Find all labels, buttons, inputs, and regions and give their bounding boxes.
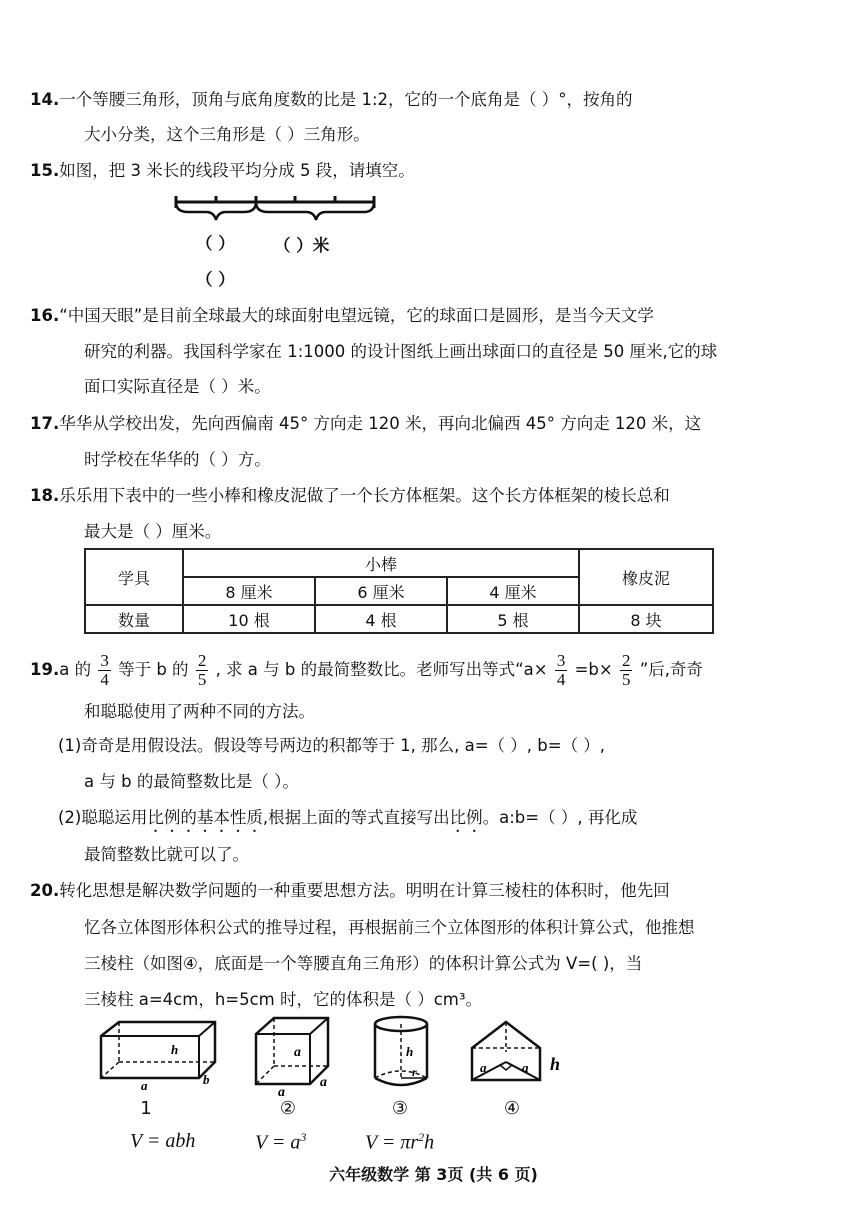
- cuboid-a-label: a: [141, 1078, 148, 1093]
- q14-line1: [30, 90, 633, 110]
- q20-line2: 忆各立体图形体积公式的推导过程，再根据前三个立体图形的体积计算公式，他推想: [84, 918, 695, 937]
- table-header-tool: 学具: [85, 549, 183, 605]
- prism-h-label: h: [550, 1054, 561, 1074]
- cylinder-r-label: r: [412, 1065, 417, 1079]
- q19-part1-line2: a 与 b 的最简整数比是（ ）。: [84, 772, 299, 791]
- q19-text-1: a 的: [59, 660, 92, 679]
- formula-cyl-base: V = πr: [365, 1131, 419, 1154]
- formula-cuboid: V = abh: [130, 1130, 196, 1152]
- q16-line2: 研究的利器。我国科学家在 1:1000 的设计图纸上画出球面口的直径是 50 厘米,它的球: [84, 342, 718, 361]
- q17-text-1: 华华从学校出发，先向西偏南 45° 方向走 120 米，再向北偏西 45° 方向走 120 米，这: [59, 414, 702, 433]
- q19-line1: [30, 652, 703, 689]
- frac-denominator: 4: [556, 670, 566, 689]
- q19-text-5: ”后,奇奇: [639, 660, 704, 679]
- q16-line1: [30, 306, 654, 326]
- q17-line1: [30, 414, 701, 434]
- q15-blank-b: （ ）米: [274, 236, 330, 255]
- table-count-6cm: 4 根: [315, 605, 447, 633]
- q19-p2-mid: ,根据上面的等式直接写出: [262, 808, 450, 827]
- q17-line2: 时学校在华华的（ ）方。: [84, 450, 271, 469]
- table-size-4cm: 4 厘米: [447, 577, 579, 605]
- right-angle-mark: [500, 1065, 512, 1070]
- formula-cyl-exp: 2: [418, 1130, 425, 1144]
- q17-number: 17.: [30, 414, 60, 433]
- frac-denominator: 4: [100, 670, 109, 689]
- cuboid-hidden-edge: [101, 1062, 119, 1078]
- fraction-three-quarters-eq: [555, 652, 568, 689]
- q14-number: 14.: [30, 90, 60, 109]
- q18-text-1: 乐乐用下表中的一些小棒和橡皮泥做了一个长方体框架。这个长方体框架的棱长总和: [59, 486, 670, 505]
- frac-denominator: 5: [197, 670, 207, 689]
- prism-a-label-left: a: [480, 1060, 487, 1075]
- frac-numerator: 2: [621, 651, 631, 670]
- brace-left: [176, 202, 256, 220]
- formula-cube-exp: 3: [300, 1130, 307, 1144]
- q19-text-3: , 求 a 与 b 的最简整数比。老师写出等式“a×: [215, 660, 548, 679]
- page-footer: 六年级数学 第 3页 (共 6 页): [329, 1165, 538, 1184]
- cuboid-figure: [95, 1018, 225, 1093]
- formula-cyl-tail: h: [424, 1131, 435, 1154]
- cuboid-edge: [199, 1022, 215, 1036]
- cylinder-figure: [370, 1014, 432, 1094]
- q20-line1: [30, 881, 670, 901]
- cuboid-outline: [101, 1022, 215, 1078]
- triangular-prism-figure: [466, 1018, 571, 1088]
- fraction-two-fifths: [196, 652, 209, 689]
- cylinder-h-label: h: [406, 1044, 414, 1059]
- q20-text-1: 转化思想是解决数学问题的一种重要思想方法。明明在计算三棱柱的体积时，他先回: [59, 881, 670, 900]
- table-size-6cm: 6 厘米: [315, 577, 447, 605]
- q19-number: 19.: [30, 660, 60, 679]
- q15-segment-diagram: [168, 192, 383, 222]
- q19-p2-emphasis-2: 比例: [449, 808, 483, 827]
- q15-number: 15.: [30, 161, 60, 180]
- figure-label-4: ④: [503, 1098, 521, 1119]
- cuboid-h-label: h: [171, 1042, 179, 1057]
- cube-edge: [310, 1018, 328, 1034]
- frac-numerator: 3: [556, 651, 566, 670]
- prism-a-label-right: a: [522, 1060, 529, 1075]
- cube-a-label-side: a: [320, 1075, 327, 1090]
- table-count-clay: 8 块: [579, 605, 713, 633]
- figure-label-2: ②: [279, 1098, 297, 1119]
- frac-numerator: 3: [100, 651, 109, 670]
- q14-line2: 大小分类，这个三角形是（ ）三角形。: [84, 125, 370, 144]
- formula-cylinder: [365, 1130, 434, 1155]
- q20-line3: 三棱柱（如图④，底面是一个等腰直角三角形）的体积计算公式为 V=( )，当: [84, 954, 643, 973]
- cuboid-b-label: b: [203, 1072, 210, 1087]
- q19-line2: 和聪聪使用了两种不同的方法。: [84, 702, 315, 721]
- cube-figure: [250, 1012, 340, 1097]
- q19-p2-pre: (2)聪聪运用: [58, 808, 148, 827]
- fraction-two-fifths-eq: [620, 652, 633, 689]
- brace-right: [256, 202, 374, 220]
- formula-cube-base: V = a: [255, 1131, 301, 1154]
- table-row-label: 数量: [85, 605, 183, 633]
- q20-line4: 三棱柱 a=4cm，h=5cm 时，它的体积是（ ）cm³。: [84, 990, 482, 1009]
- q19-text-4: =b×: [574, 660, 613, 679]
- table-header-sticks: 小棒: [183, 549, 579, 577]
- q18-number: 18.: [30, 486, 60, 505]
- q19-p2-post: 。a:b=（ ）, 再化成: [482, 808, 638, 827]
- frac-denominator: 5: [621, 670, 631, 689]
- q19-part2-line1: [58, 808, 637, 836]
- table-header-clay: 橡皮泥: [579, 549, 713, 605]
- q18-line2: 最大是（ ）厘米。: [84, 522, 222, 541]
- q15-line1: [30, 161, 415, 181]
- figure-label-3: ③: [391, 1098, 409, 1119]
- q16-number: 16.: [30, 306, 60, 325]
- table-count-8cm: 10 根: [183, 605, 315, 633]
- q20-number: 20.: [30, 881, 60, 900]
- formula-cube: [255, 1130, 306, 1155]
- table-size-8cm: 8 厘米: [183, 577, 315, 605]
- q16-text-1: “中国天眼”是目前全球最大的球面射电望远镜，它的球面口是圆形，是当今天文学: [59, 306, 654, 325]
- table-count-4cm: 5 根: [447, 605, 579, 633]
- q19-part2-line2: 最简整数比就可以了。: [84, 845, 249, 864]
- q18-line1: [30, 486, 670, 506]
- q16-line3: 面口实际直径是（ ）米。: [84, 377, 271, 396]
- prism-base-edge: [472, 1062, 506, 1080]
- cube-hidden-edge: [256, 1066, 274, 1084]
- q15-blank-c: （ ）: [196, 270, 235, 289]
- q14-text-1: 一个等腰三角形，顶角与底角度数的比是 1:2，它的一个底角是（ ）°，按角的: [59, 90, 633, 109]
- q19-p2-emphasis-1: 比例的基本性质: [147, 808, 263, 827]
- q15-text-1: 如图，把 3 米长的线段平均分成 5 段，请填空。: [59, 161, 415, 180]
- cube-a-label-bottom: a: [278, 1085, 285, 1097]
- figure-label-1: 1: [140, 1098, 152, 1119]
- cylinder-bottom-front: [375, 1078, 427, 1085]
- cube-a-label-front: a: [294, 1045, 301, 1060]
- q15-blank-a: （ ）: [196, 234, 235, 253]
- fraction-three-quarters: [98, 652, 111, 689]
- frac-numerator: 2: [197, 651, 207, 670]
- q19-part1-line1: (1)奇奇是用假设法。假设等号两边的积都等于 1, 那么, a=（ ）, b=（ ）,: [58, 736, 606, 755]
- q19-text-2: 等于 b 的: [118, 660, 189, 679]
- q18-materials-table: [84, 548, 714, 634]
